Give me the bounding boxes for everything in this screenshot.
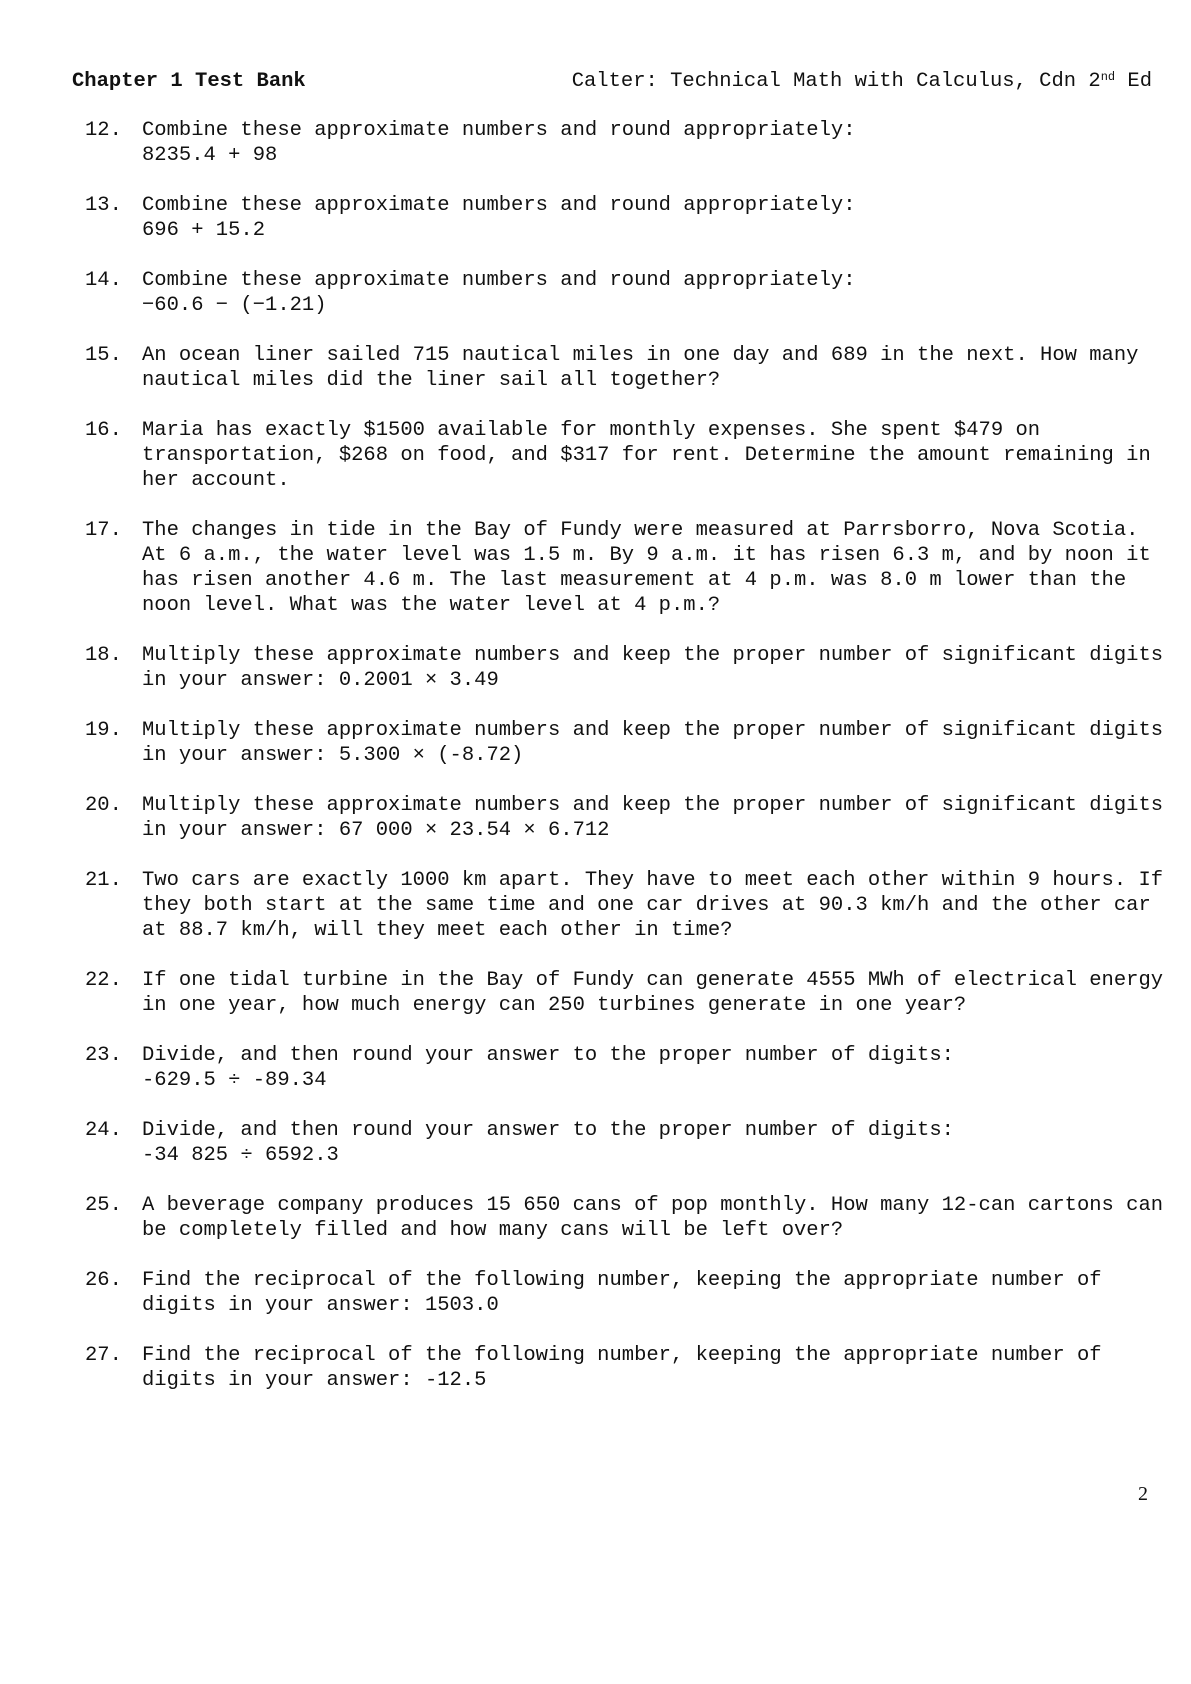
question-item bbox=[85, 343, 1165, 393]
question-number: 27. bbox=[85, 1344, 122, 1367]
question-number: 26. bbox=[85, 1269, 122, 1292]
question-text: Combine these approximate numbers and round appropriately: bbox=[142, 119, 856, 142]
page-number: 2 bbox=[1138, 1483, 1148, 1505]
question-item bbox=[85, 968, 1165, 1018]
question-number: 12. bbox=[85, 119, 122, 142]
question-number: 22. bbox=[85, 969, 122, 992]
question-number: 20. bbox=[85, 794, 122, 817]
question-item bbox=[85, 718, 1165, 768]
page-header bbox=[72, 70, 1152, 98]
question-text: Maria has exactly $1500 available for monthly expenses. She spent $479 on transportation, $268 on food, and $317 for rent. Determine the amount remaining in her account. bbox=[142, 419, 1151, 492]
question-expression: 8235.4 + 98 bbox=[142, 144, 278, 167]
header-book-title-main: Calter: Technical Math with Calculus, Cdn 2 bbox=[571, 70, 1101, 93]
header-book-title bbox=[572, 70, 1152, 93]
question-number: 21. bbox=[85, 869, 122, 892]
question-number: 17. bbox=[85, 519, 122, 542]
question-item bbox=[85, 793, 1165, 843]
question-number: 16. bbox=[85, 419, 122, 442]
question-item bbox=[85, 118, 1165, 168]
question-item bbox=[85, 643, 1165, 693]
question-expression: -34 825 ÷ 6592.3 bbox=[142, 1144, 339, 1167]
question-list bbox=[85, 118, 1165, 1418]
question-text: Multiply these approximate numbers and keep the proper number of significant digits in your answer: 0.2001 × 3.49 bbox=[142, 644, 1164, 692]
question-number: 19. bbox=[85, 719, 122, 742]
header-book-title-tail: Ed bbox=[1115, 70, 1152, 93]
question-item bbox=[85, 518, 1165, 618]
question-text: A beverage company produces 15 650 cans of pop monthly. How many 12-can cartons can be completely filled and how many cans will be left over? bbox=[142, 1194, 1164, 1242]
question-text: Combine these approximate numbers and round appropriately: bbox=[142, 194, 856, 217]
question-item bbox=[85, 193, 1165, 243]
question-text: Multiply these approximate numbers and keep the proper number of significant digits in your answer: 5.300 × (-8.72) bbox=[142, 719, 1164, 767]
question-text: Multiply these approximate numbers and keep the proper number of significant digits in your answer: 67 000 × 23.54 × 6.712 bbox=[142, 794, 1164, 842]
question-number: 13. bbox=[85, 194, 122, 217]
question-item bbox=[85, 1193, 1165, 1243]
question-item bbox=[85, 1118, 1165, 1168]
question-expression: 696 + 15.2 bbox=[142, 219, 266, 242]
question-item bbox=[85, 1043, 1165, 1093]
header-edition-superscript: nd bbox=[1100, 70, 1116, 84]
question-text: An ocean liner sailed 715 nautical miles in one day and 689 in the next. How many nautical miles did the liner sail all together? bbox=[142, 344, 1139, 392]
question-number: 23. bbox=[85, 1044, 122, 1067]
question-text: Combine these approximate numbers and round appropriately: bbox=[142, 269, 856, 292]
question-text: Find the reciprocal of the following number, keeping the appropriate number of digits in your answer: 1503.0 bbox=[142, 1269, 1102, 1317]
question-text: Divide, and then round your answer to the proper number of digits: bbox=[142, 1044, 954, 1067]
question-number: 24. bbox=[85, 1119, 122, 1142]
header-chapter-title: Chapter 1 Test Bank bbox=[72, 70, 306, 93]
question-text: Two cars are exactly 1000 km apart. They have to meet each other within 9 hours. If they both start at the same time and one car drives at 90.3 km/h and the other car at 88.7 km/h, will they meet each other in time? bbox=[142, 869, 1164, 942]
question-item bbox=[85, 268, 1165, 318]
question-number: 18. bbox=[85, 644, 122, 667]
question-expression: −60.6 − (−1.21) bbox=[142, 294, 327, 317]
question-number: 14. bbox=[85, 269, 122, 292]
question-expression: -629.5 ÷ -89.34 bbox=[142, 1069, 327, 1092]
question-item bbox=[85, 1343, 1165, 1393]
question-item bbox=[85, 418, 1165, 493]
question-text: Find the reciprocal of the following number, keeping the appropriate number of digits in your answer: -12.5 bbox=[142, 1344, 1102, 1392]
question-text: The changes in tide in the Bay of Fundy were measured at Parrsborro, Nova Scotia. At 6 a.m., the water level was 1.5 m. By 9 a.m. it has risen 6.3 m, and by noon it has risen another 4.6 m. The last measurement at 4 p.m. was 8.0 m lower than the noon level. What was the water level at 4 p.m.? bbox=[142, 519, 1151, 617]
question-item bbox=[85, 1268, 1165, 1318]
question-text: If one tidal turbine in the Bay of Fundy can generate 4555 MWh of electrical energy in one year, how much energy can 250 turbines generate in one year? bbox=[142, 969, 1164, 1017]
question-number: 15. bbox=[85, 344, 122, 367]
question-item bbox=[85, 868, 1165, 943]
question-text: Divide, and then round your answer to the proper number of digits: bbox=[142, 1119, 954, 1142]
question-number: 25. bbox=[85, 1194, 122, 1217]
